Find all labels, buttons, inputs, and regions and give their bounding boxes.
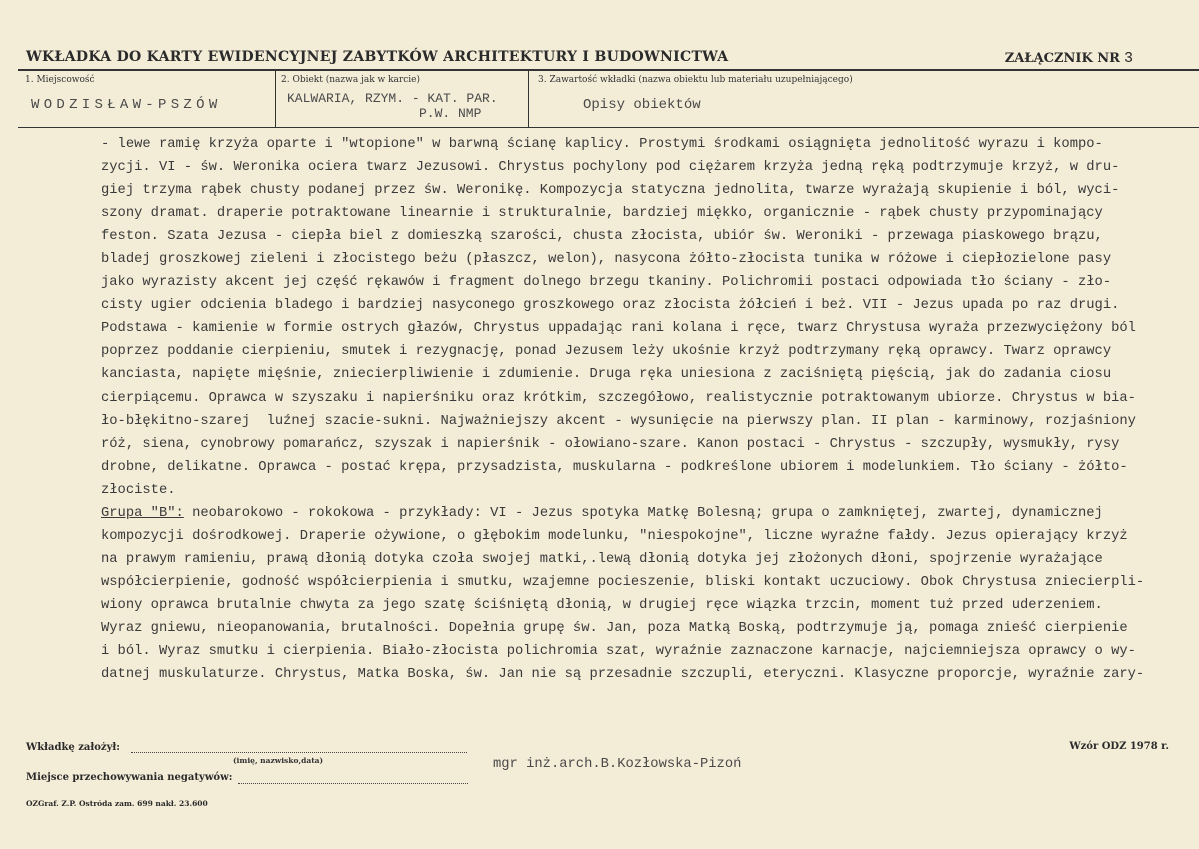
annex-number: 3 [1123, 50, 1133, 67]
text-line-group-b [101, 502, 1141, 525]
inserted-by-sublabel: (imię, nazwisko,data) [233, 756, 324, 765]
negatives-dotted-line [238, 771, 468, 784]
header-rule [18, 69, 1199, 71]
text-line: feston. Szata Jezusa - ciepła biel z domieszką szarości, chusta złocista, ubiór św. Weroniki - przewaga piaskowego brązu, [101, 229, 1103, 245]
group-b-text: neobarokowo - rokokowa - przykłady: VI - Jezus spotyka Matkę Bolesną; grupa o zamkniętej, zwartej, dynamicznej [192, 505, 1103, 521]
text-line: wiony oprawca brutalnie chwyta za jego szatę ściśniętą dłonią, w drugiej ręce wiązka trzcin, moment tuż przed uderzeniem. [101, 597, 1103, 613]
text-line: współcierpienie, godność współcierpienia i smutku, wzajemne pocieszenie, bliski kontakt uczuciowy. Obok Chrystusa zniecierpli- [101, 574, 1145, 590]
field-divider-2 [528, 70, 529, 127]
print-info: OZGraf. Z.P. Ostróda zam. 699 nakł. 23.600 [26, 799, 208, 808]
text-line: poprzez poddanie cierpieniu, smutek i rezygnację, ponad Jezusem leży ukośnie krzyż podtrzymany ręką oprawcy. Twarz oprawcy [101, 344, 1112, 360]
locality-value: WODZISŁAW-PSZÓW [31, 97, 222, 113]
inserted-by-dotted-line [131, 740, 467, 753]
text-line: zycji. VI - św. Weronika ociera twarz Jezusowi. Chrystus pochylony pod ciężarem krzyża jedną ręką podtrzymuje krzyż, w dru- [101, 160, 1120, 176]
text-line: jako wyrazisty akcent jej część rękawów i fragment dolnego brzegu tkaniny. Polichromii postaci odpowiada tło ściany - zło- [101, 275, 1112, 291]
text-line: drobne, delikatne. Oprawca - postać krępa, przysadzista, muskularna - podkreślone ubiorem i modelunkiem. Tło ściany - żółto- [101, 459, 1128, 475]
text-line: Podstawa - kamienie w formie ostrych głazów, Chrystus uppadając rani kolana i ręce, twarz Chrystusa wyraża przezwyciężony ból [101, 321, 1136, 337]
locality-label: 1. Miejscowość [25, 75, 95, 85]
object-value-line2: P.W. NMP [419, 106, 482, 121]
text-line: na prawym ramieniu, prawą dłonią dotyka czoła swojej matki,.lewą dłonią dotyka jej złożonych dłoni, spojrzenie wyrażające [101, 551, 1103, 567]
author-signature: mgr inż.arch.B.Kozłowska-Pizoń [493, 757, 742, 772]
form-title: WKŁADKA DO KARTY EWIDENCYJNEJ ZABYTKÓW ARCHITEKTURY I BUDOWNICTWA [26, 49, 729, 65]
content-label: 3. Zawartość wkładki (nazwa obiektu lub materiału uzupełniającego) [538, 75, 853, 85]
form-model: Wzór ODZ 1978 r. [1069, 741, 1169, 752]
description-text [101, 133, 1145, 686]
object-value-line1: KALWARIA, RZYM. - KAT. PAR. [287, 91, 498, 106]
text-line: szony dramat. draperie potraktowane linearnie i strukturalnie, bardziej miękko, organicznie - rąbek chusty przypominający [101, 206, 1103, 222]
text-line: złociste. [101, 482, 176, 498]
object-label: 2. Obiekt (nazwa jak w karcie) [281, 75, 420, 85]
fields-bottom-rule [18, 127, 1199, 128]
text-line: i ból. Wyraz smutku i cierpienia. Biało-złocista polichromia szat, wyraźnie zaznaczone karnacje, najciemniejsza oprawcy o wy- [101, 644, 1136, 660]
text-line: cisty ugier odcienia bladego i bardziej nasyconego groszkowego oraz złocista żółcień i beż. VII - Jezus upada po raz drugi. [101, 298, 1120, 314]
text-line: ło-błękitno-szarej luźnej szacie-sukni. Najważniejszy akcent - wysunięcie na pierwszy plan. II plan - karminowy, rozjaśniony [101, 413, 1136, 429]
negatives-location-label: Miejsce przechowywania negatywów: [26, 772, 233, 783]
text-line: - lewe ramię krzyża oparte i "wtopione" w barwną ścianę kaplicy. Prostymi środkami osiągnięta jednolitość wyrazu i kompo- [101, 137, 1103, 152]
text-line: datnej muskulaturze. Chrystus, Matka Boska, św. Jan nie są przesadnie szczupli, eteryczni. Klasyczne proporcje, wyraźnie zary- [101, 667, 1145, 683]
annex-label [1005, 50, 1133, 67]
object-value [287, 91, 498, 121]
text-line: giej trzyma rąbek chusty podanej przez św. Weronikę. Kompozycja statyczna jednolita, twarze wyrażają skupienie i ból, wyci- [101, 183, 1120, 199]
group-b-heading: Grupa "B": [101, 505, 184, 521]
annex-label-text: ZAŁĄCZNIK NR [1004, 51, 1120, 66]
text-line: kanciasta, napięte mięśnie, zniecierpliwienie i zdumienie. Druga ręka uniesiona z zaciśniętą pięścią, jak do zadania ciosu [101, 367, 1112, 383]
inserted-by-label: Wkładkę założył: [26, 742, 120, 753]
text-line: róż, siena, cynobrowy pomarańcz, szyszak i napierśnik - ołowiano-szare. Kanon postaci - Chrystus - szczupły, wysmukły, rysy [101, 436, 1120, 452]
field-divider-1 [275, 70, 276, 127]
text-line: kompozycji dośrodkowej. Draperie ożywione, o głębokim modelunku, "niespokojne", liczne wyraźne fałdy. Jezus opierający krzyż [101, 528, 1128, 544]
content-value: Opisy obiektów [583, 97, 701, 113]
text-line: Wyraz gniewu, nieopanowania, brutalności. Dopełnia grupę św. Jan, poza Matką Boską, podtrzymuje ją, pomaga znieść cierpienie [101, 620, 1128, 636]
text-line: bladej groszkowej zieleni i złocistego beżu (płaszcz, welon), nasycona żółto-złocista tunika w różowe i ciepłozielone pasy [101, 252, 1112, 268]
text-line: cierpiącemu. Oprawca w szyszaku i napierśniku oraz krótkim, szczegółowo, realistycznie potraktowanym ubiorze. Chrystus w bia- [101, 390, 1136, 406]
